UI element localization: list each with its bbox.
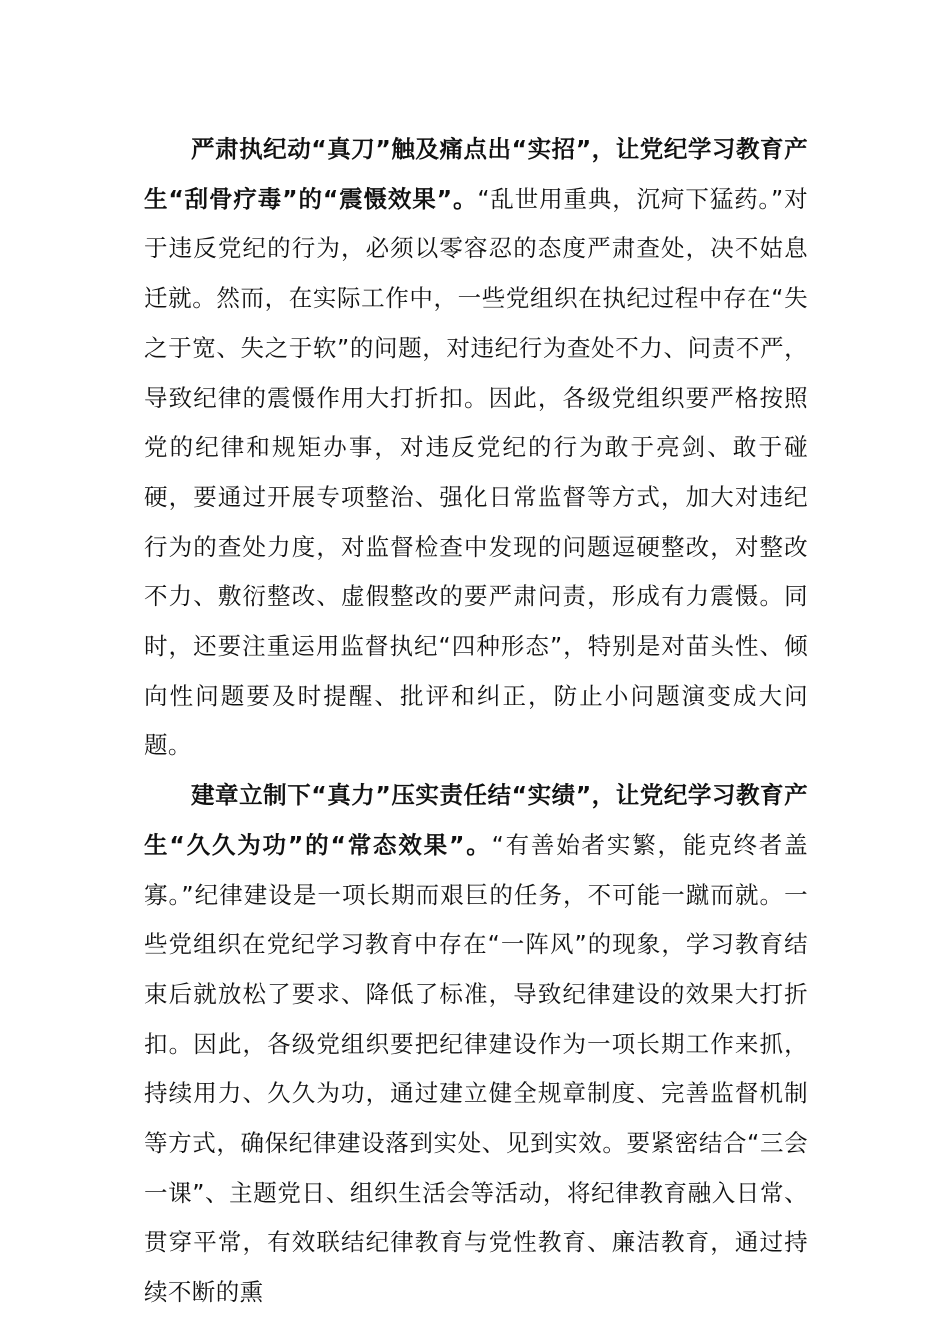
- paragraph-1-lead: 严肃执纪动“真刀”触及痛点出“实招”，让党纪学习教育产生“刮骨疗毒”的“震慑效果”。: [144, 135, 808, 213]
- paragraph-2-lead: 建章立制下“真力”压实责任结“实绩”，让党纪学习教育产生“久久为功”的“常态效果”。: [144, 781, 808, 859]
- paragraph-2: [144, 771, 808, 1318]
- paragraph-1: [144, 125, 808, 771]
- document-body: [144, 125, 808, 1318]
- paragraph-1-body: “乱世用重典，沉疴下猛药。”对于违反党纪的行为，必须以零容忍的态度严肃查处，决不姑息迁就。然而，在实际工作中，一些党组织在执纪过程中存在“失之于宽、失之于软”的问题，对违纪行为查处不力、问责不严，导致纪律的震慑作用大打折扣。因此，各级党组织要严格按照党的纪律和规矩办事，对违反党纪的行为敢于亮剑、敢于碰硬，要通过开展专项整治、强化日常监督等方式，加大对违纪行为的查处力度，对监督检查中发现的问题逗硬整改，对整改不力、敷衍整改、虚假整改的要严肃问责，形成有力震慑。同时，还要注重运用监督执纪“四种形态”，特别是对苗头性、倾向性问题要及时提醒、批评和纠正，防止小问题演变成大问题。: [144, 184, 808, 760]
- paragraph-2-body: “有善始者实繁，能克终者盖寡。”纪律建设是一项长期而艰巨的任务，不可能一蹴而就。一些党组织在党纪学习教育中存在“一阵风”的现象，学习教育结束后就放松了要求、降低了标准，导致纪律建设的效果大打折扣。因此，各级党组织要把纪律建设作为一项长期工作来抓，持续用力、久久为功，通过建立健全规章制度、完善监督机制等方式，确保纪律建设落到实处、见到实效。要紧密结合“三会一课”、主题党日、组织生活会等活动，将纪律教育融入日常、贯穿平常，有效联结纪律教育与党性教育、廉洁教育，通过持续不断的熏: [144, 830, 809, 1307]
